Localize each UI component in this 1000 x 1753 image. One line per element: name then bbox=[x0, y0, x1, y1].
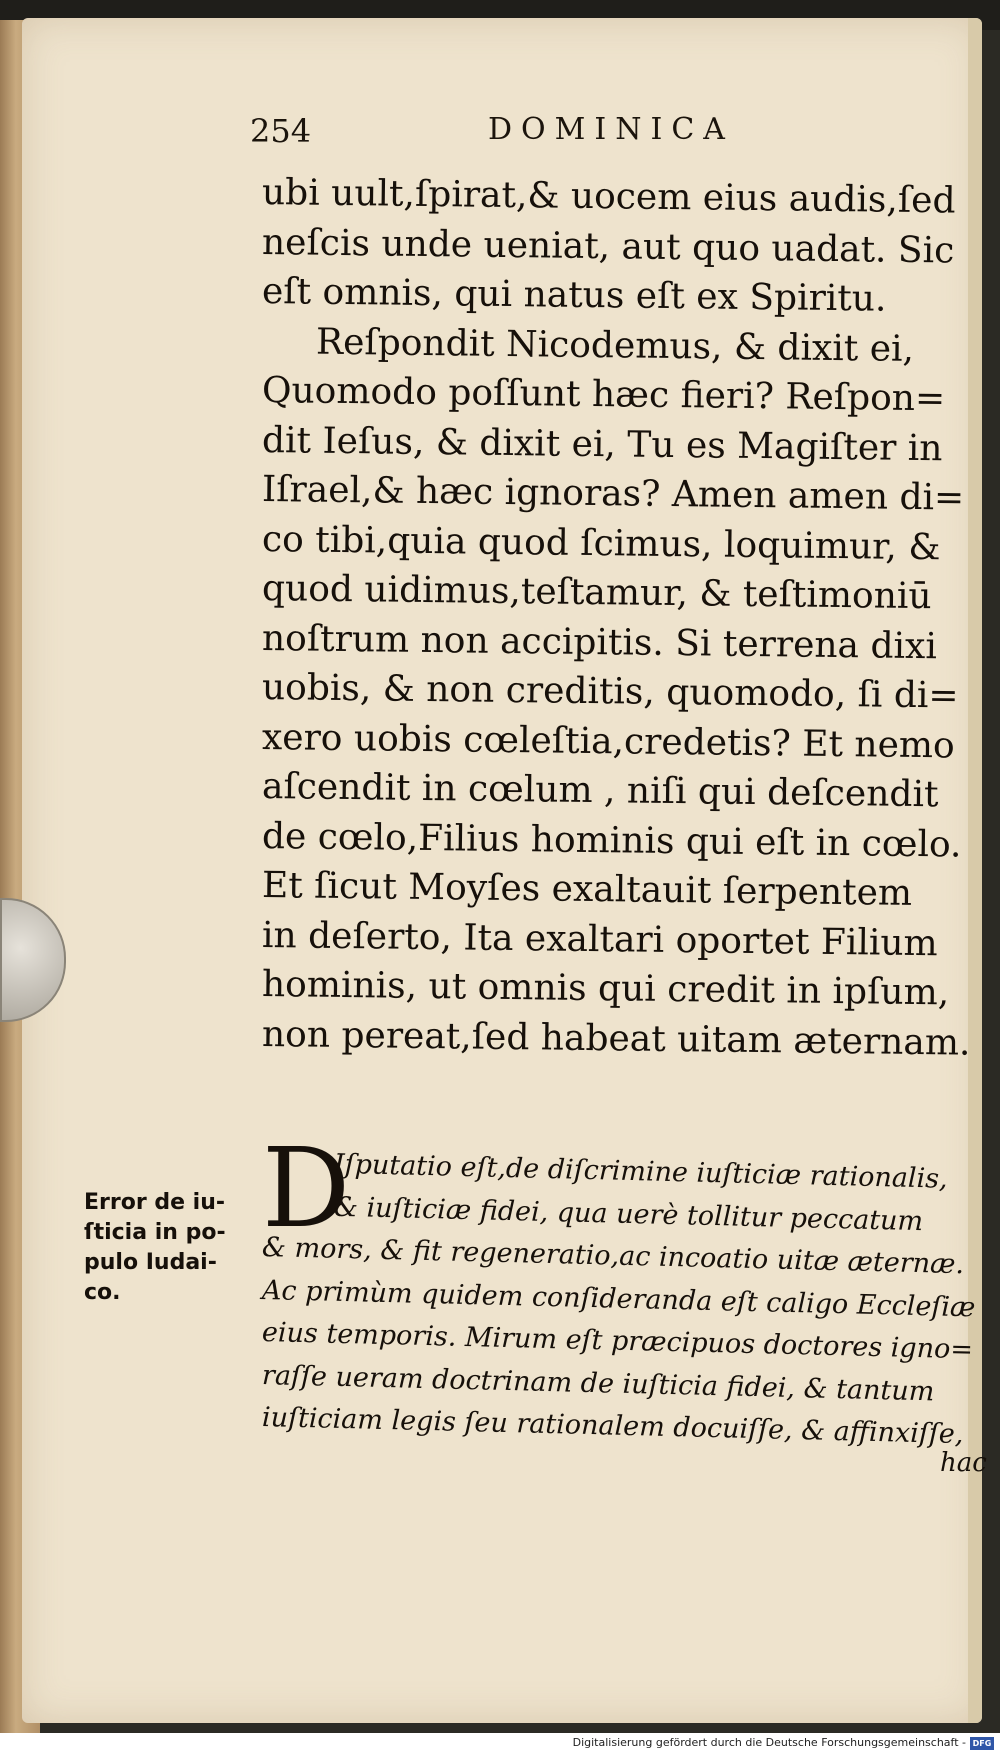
marginal-note-line: co. bbox=[84, 1280, 121, 1305]
dfg-logo-icon: DFG bbox=[970, 1737, 994, 1750]
text-line: ubi uult,ſpirat,& uocem eius audis,ſed bbox=[261, 172, 956, 222]
commentary-line: Iſputatio eſt,de diſcrimine iuſticiæ rationalis, bbox=[333, 1148, 948, 1195]
text-line: Reſpondit Nicodemus, & dixit ei, bbox=[315, 321, 915, 370]
page-header bbox=[250, 112, 950, 152]
commentary-line: raſſe ueram doctrinam de iuſticia fidei, & tantum bbox=[261, 1359, 935, 1407]
commentary-text bbox=[261, 1124, 982, 1451]
digitization-note: Digitalisierung gefördert durch die Deutsche Forschungsgemeinschaft - bbox=[572, 1736, 966, 1749]
text-line: dit Ieſus, & dixit ei, Tu es Magiſter in bbox=[261, 419, 943, 469]
text-line: hominis, ut omnis qui credit in ipſum, bbox=[261, 964, 950, 1014]
marginal-note-line: Error de iu- bbox=[84, 1190, 226, 1215]
text-line: Iſrael,& hæc ignoras? Amen amen di= bbox=[261, 469, 965, 519]
commentary-line: & iuſticiæ fidei, qua uerè tollitur peccatum bbox=[333, 1191, 924, 1237]
commentary-line: Ac primùm quidem conſideranda eſt caligo Eccleſiæ bbox=[261, 1274, 976, 1323]
commentary-line: eius temporis. Mirum eſt præcipuos doctores igno= bbox=[261, 1317, 974, 1366]
catchword: hac bbox=[940, 1448, 987, 1478]
gospel-text bbox=[261, 168, 982, 1064]
text-line: uobis, & non creditis, quomodo, ſi di= bbox=[261, 667, 959, 717]
text-line: neſcis unde ueniat, aut quo uadat. Sic bbox=[261, 221, 955, 271]
text-line: xero uobis cœleſtia,credetis? Et nemo bbox=[261, 716, 955, 766]
text-line: Et ſicut Moyſes exaltauit ſerpentem bbox=[261, 865, 913, 914]
marginal-note-line: pulo Iudai- bbox=[84, 1250, 217, 1275]
text-line: Quomodo poſſunt hæc fieri? Reſpon= bbox=[261, 370, 946, 420]
marginal-note-line: ſticia in po- bbox=[84, 1220, 226, 1245]
text-line: co tibi,quia quod ſcimus, loquimur, & bbox=[261, 518, 941, 568]
marginal-note bbox=[84, 1188, 254, 1308]
page-number: 254 bbox=[250, 112, 312, 150]
running-title: DOMINICA bbox=[488, 112, 734, 147]
drop-cap: D bbox=[262, 1124, 351, 1252]
text-line: in deſerto, Ita exaltari oportet Filium bbox=[261, 914, 938, 964]
text-line: quod uidimus,teſtamur, & teſtimoniū bbox=[261, 568, 932, 618]
text-line: de cœlo,Filius hominis qui eſt in cœlo. bbox=[261, 815, 962, 866]
text-line: eſt omnis, qui natus eſt ex Spiritu. bbox=[261, 271, 887, 320]
text-line: noſtrum non accipitis. Si terrena dixi bbox=[261, 617, 938, 667]
text-line: non pereat,ſed habeat uitam æternam. bbox=[261, 1013, 971, 1064]
commentary-line: iuſticiam legis ſeu rationalem docuiſſe, & affinxiſſe, bbox=[261, 1402, 964, 1451]
commentary-line: & mors, & fit regeneratio,ac incoatio uitæ æternæ. bbox=[261, 1232, 965, 1281]
text-line: aſcendit in cœlum , niſi qui deſcendit bbox=[261, 766, 939, 816]
